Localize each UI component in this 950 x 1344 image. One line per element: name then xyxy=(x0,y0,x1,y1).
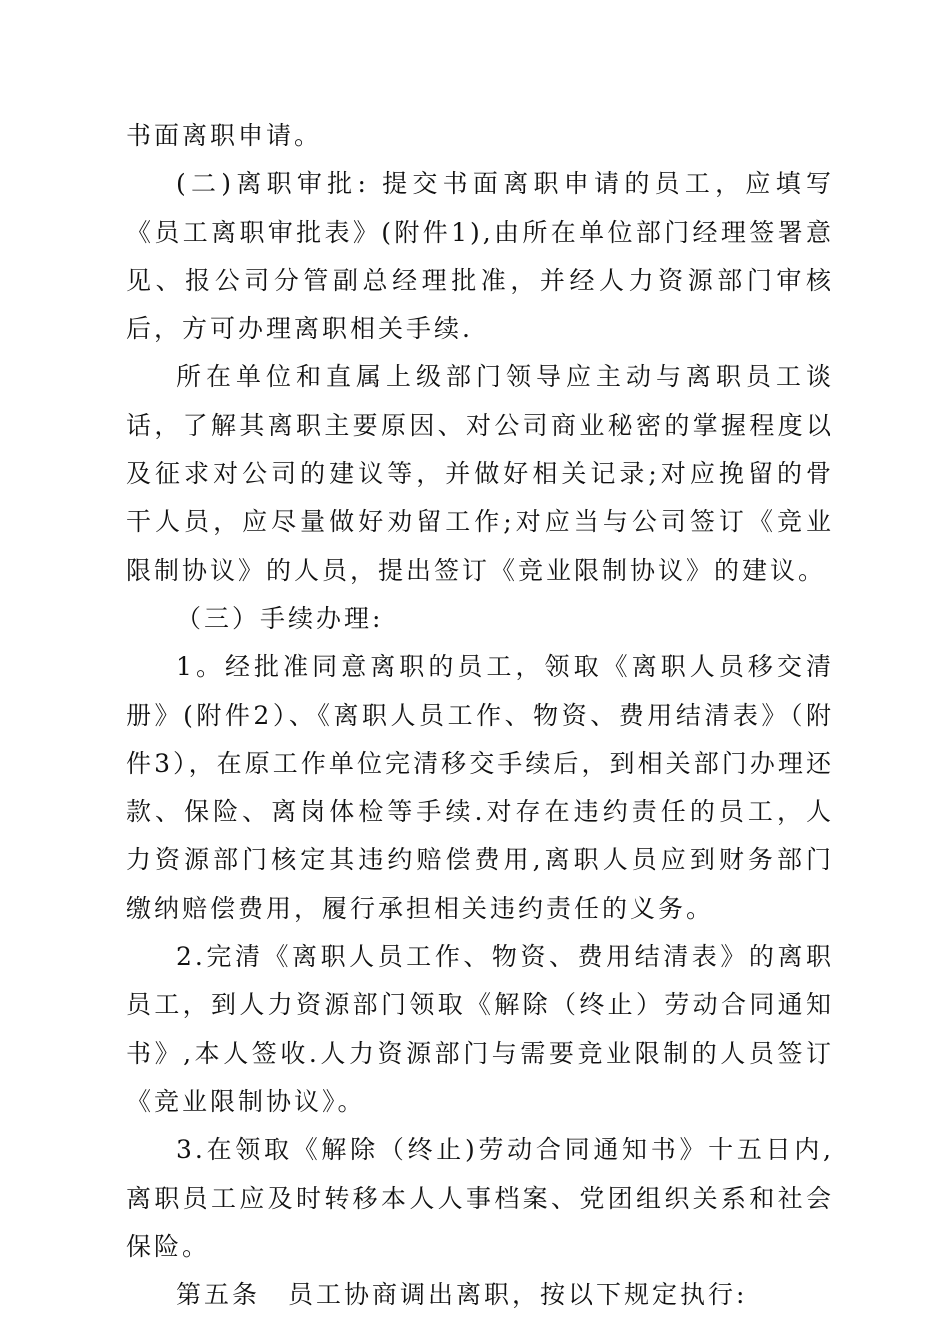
paragraph-resignation-approval: (二)离职审批: 提交书面离职申请的员工，应填写《员工离职审批表》(附件1),由所在单位部门经理签署意见、报公司分管副总经理批准，并经人力资源部门审核后，方可办理离职相关手续. xyxy=(126,169,834,344)
paragraph-procedure-heading: （三）手续办理: xyxy=(176,603,384,633)
document-body xyxy=(126,112,834,1319)
paragraph-leader-interview: 所在单位和直属上级部门领导应主动与离职员工谈话，了解其离职主要原因、对公司商业秘密的掌握程度以及征求对公司的建议等，并做好相关记录;对应挽留的骨干人员，应尽量做好劝留工作;对应当与公司签订《竞业限制协议》的人员，提出签订《竞业限制协议》的建议。 xyxy=(126,362,834,585)
paragraph-continuation: 书面离职申请。 xyxy=(126,121,323,150)
paragraph-procedure-item-2: 2.完清《离职人员工作、物资、费用结清表》的离职员工，到人力资源部门领取《解除（终止）劳动合同通知书》,本人签收.人力资源部门与需要竞业限制的人员签订《竞业限制协议》。 xyxy=(126,942,834,1116)
paragraph-article-five: 第五条 员工协商调出离职，按以下规定执行: xyxy=(176,1280,748,1310)
paragraph-procedure-item-3: 3.在领取《解除（终止)劳动合同通知书》十五日内,离职员工应及时转移本人人事档案、党团组织关系和社会保险。 xyxy=(126,1135,834,1261)
paragraph-procedure-item-1: 1。经批准同意离职的员工，领取《离职人员移交清册》(附件2）、《离职人员工作、物资、费用结清表》（附件3），在原工作单位完清移交手续后，到相关部门办理还款、保险、离岗体检等手续.对存在违约责任的员工，人力资源部门核定其违约赔偿费用,离职人员应到财务部门缴纳赔偿费用，履行承担相关违约责任的义务。 xyxy=(126,652,834,923)
